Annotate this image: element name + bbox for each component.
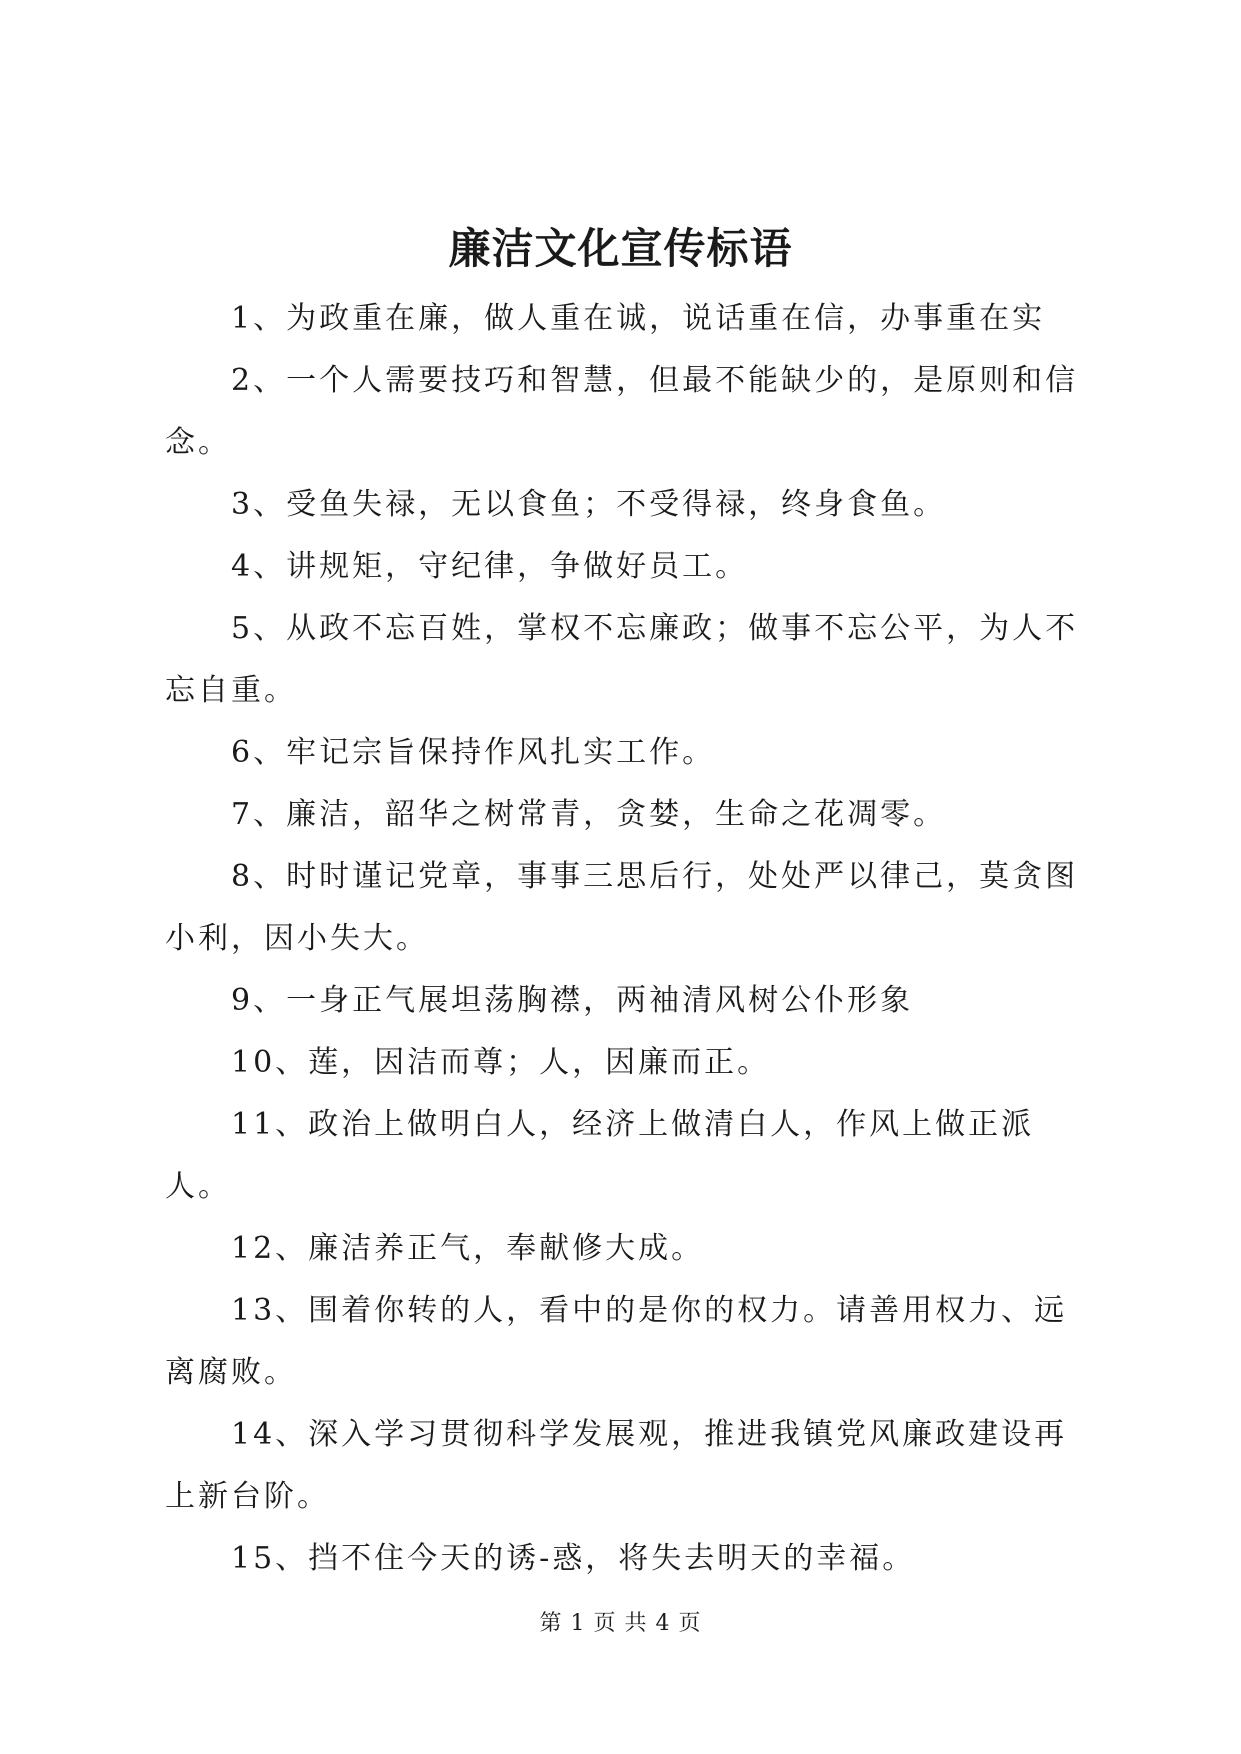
slogan-item: 13、围着你转的人，看中的是你的权力。请善用权力、远离腐败。 <box>165 1293 1068 1390</box>
slogan-item: 2、一个人需要技巧和智慧，但最不能缺少的，是原则和信念。 <box>165 363 1079 460</box>
slogan-item: 3、受鱼失禄，无以食鱼；不受得禄，终身食鱼。 <box>231 487 947 522</box>
slogan-item: 10、莲，因洁而尊；人，因廉而正。 <box>231 1045 771 1080</box>
slogan-item: 1、为政重在廉，做人重在诚，说话重在信，办事重在实 <box>231 301 1046 336</box>
slogan-item: 11、政治上做明白人，经济上做清白人，作风上做正派人。 <box>165 1107 1035 1204</box>
slogan-item: 8、时时谨记党章，事事三思后行，处处严以律己，莫贪图小利，因小失大。 <box>165 859 1079 956</box>
slogan-item: 15、挡不住今天的诱-惑，将失去明天的幸福。 <box>231 1541 916 1576</box>
document-title: 廉洁文化宣传标语 <box>448 224 793 273</box>
slogan-item: 6、牢记宗旨保持作风扎实工作。 <box>231 735 716 770</box>
slogan-item: 5、从政不忘百姓，掌权不忘廉政；做事不忘公平，为人不忘自重。 <box>165 611 1079 708</box>
slogan-list <box>165 288 1089 1590</box>
slogan-item: 7、廉洁，韶华之树常青，贪婪，生命之花凋零。 <box>231 797 947 832</box>
slogan-item: 14、深入学习贯彻科学发展观，推进我镇党风廉政建设再上新台阶。 <box>165 1417 1068 1514</box>
slogan-item: 9、一身正气展坦荡胸襟，两袖清风树公仆形象 <box>231 983 914 1018</box>
slogan-item: 4、讲规矩，守纪律，争做好员工。 <box>231 549 749 584</box>
slogan-item: 12、廉洁养正气，奉献修大成。 <box>231 1231 705 1266</box>
page-footer: 第 1 页 共 4 页 <box>539 1611 702 1636</box>
